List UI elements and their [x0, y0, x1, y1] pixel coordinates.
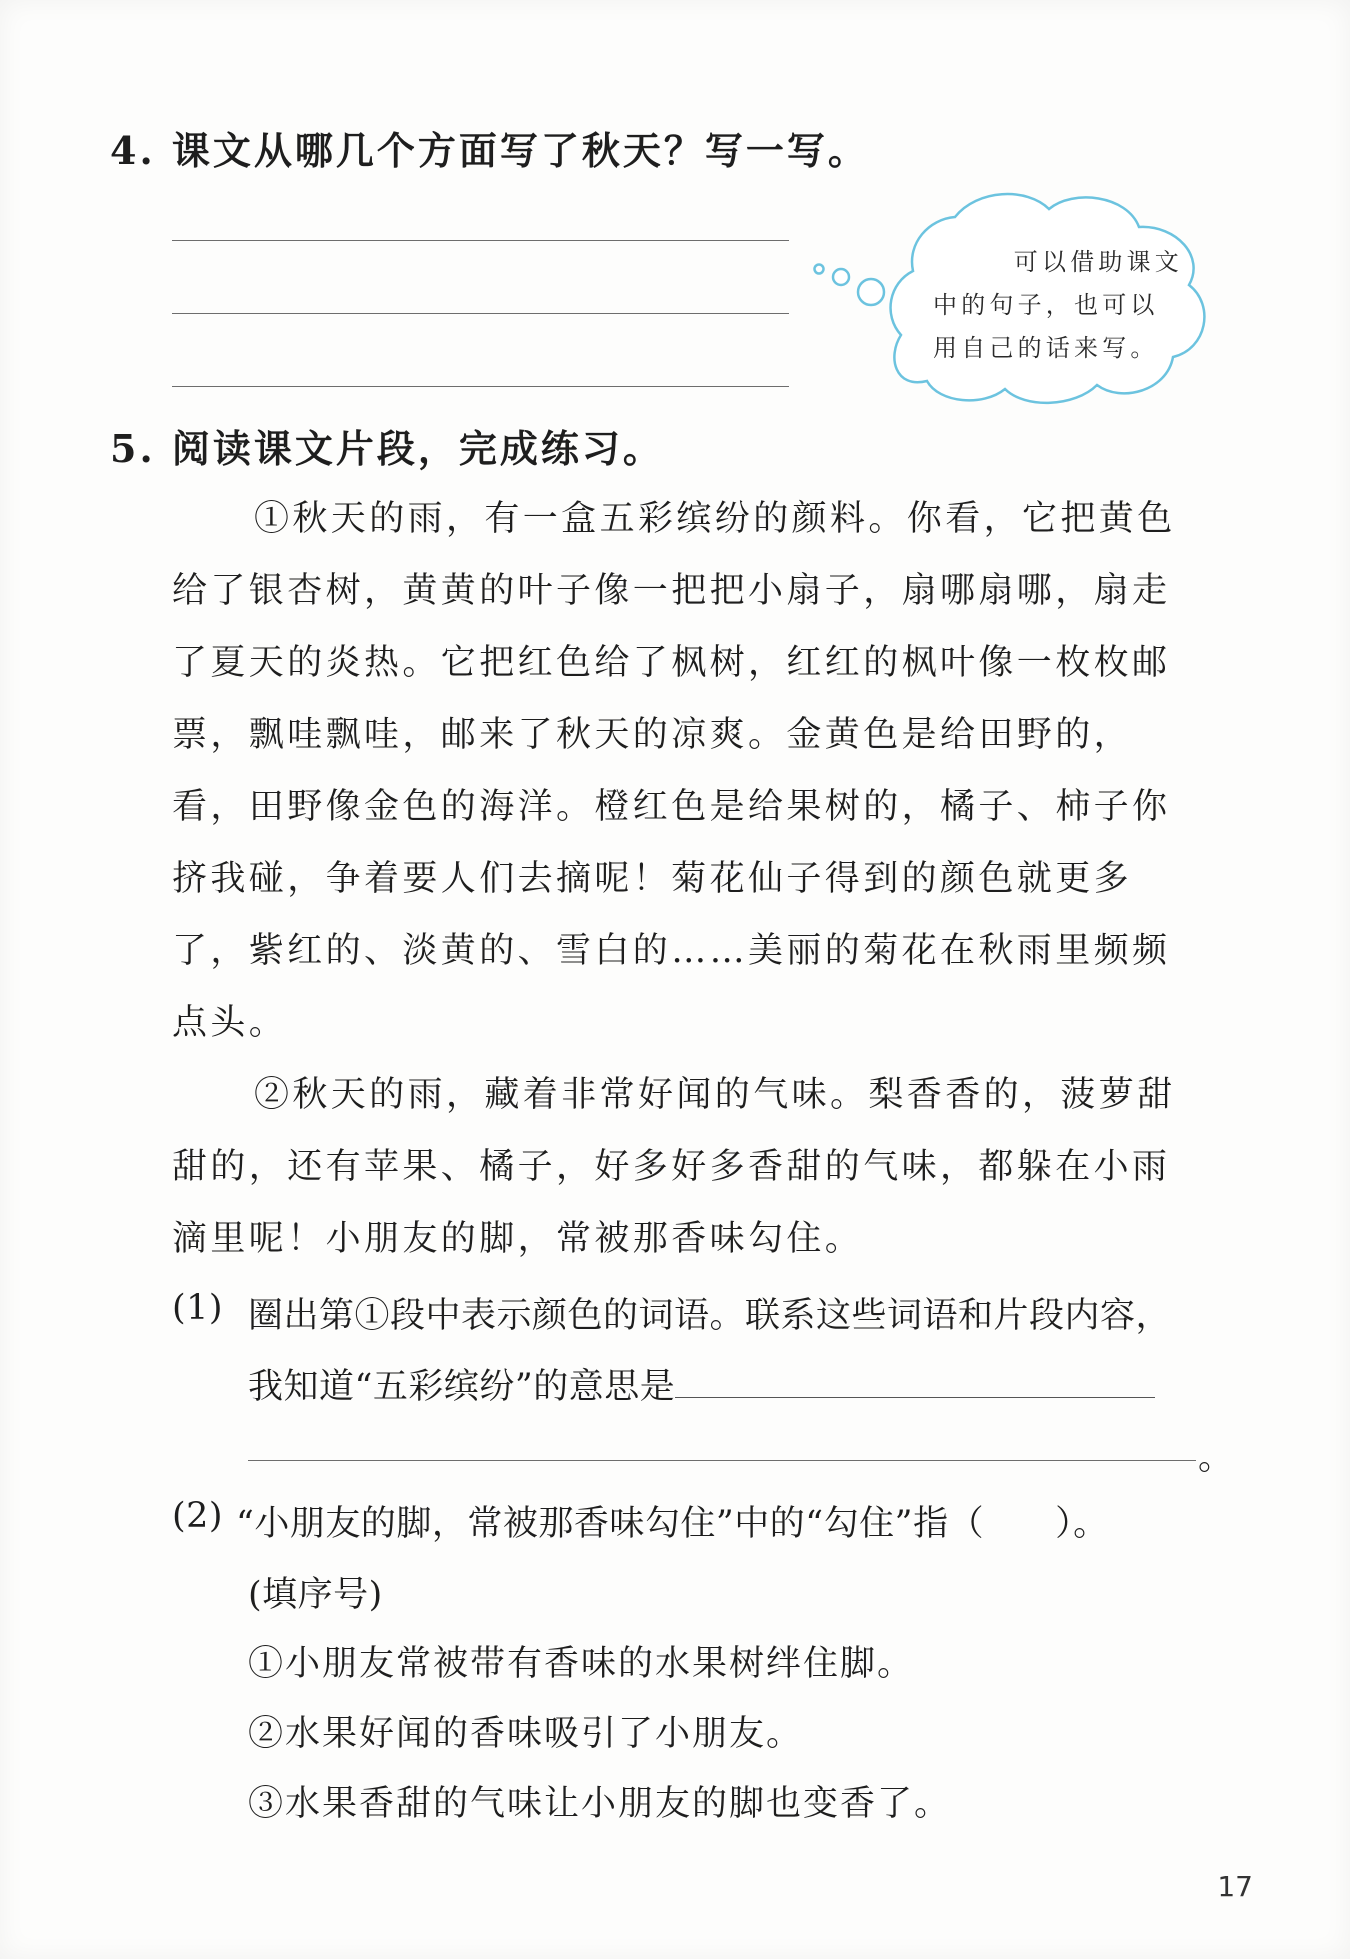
- tip-line: 用自己的话来写。: [933, 334, 1159, 362]
- passage-paragraph-2: [172, 1059, 1176, 1275]
- passage-line: 给了银杏树，黄黄的叶子像一把把小扇子，扇哪扇哪，扇走: [172, 571, 1171, 611]
- option-1: ①小朋友常被带有香味的水果树绊住脚。: [248, 1644, 915, 1684]
- passage-line: ②秋天的雨，藏着非常好闻的气味。梨香香的，菠萝甜: [254, 1075, 1176, 1115]
- passage-line: 挤我碰，争着要人们去摘呢！菊花仙子得到的颜色就更多: [172, 859, 1133, 899]
- sub-question-1-end: 。: [1198, 1438, 1234, 1478]
- answer-line-3[interactable]: [172, 386, 789, 387]
- page-number: 17: [1217, 1870, 1253, 1903]
- tip-line: 中的句子，也可以: [933, 291, 1159, 319]
- sub-question-2-text: “小朋友的脚，常被那香味勾住”中的“勾住”指（ ）。: [236, 1504, 1109, 1544]
- passage-line: 甜的，还有苹果、橘子，好多好多香甜的气味，都躲在小雨: [172, 1147, 1171, 1187]
- question-4-prompt: 4. 课文从哪几个方面写了秋天？写一写。: [110, 128, 869, 173]
- answer-line-meaning-continued[interactable]: [248, 1460, 1196, 1461]
- question-5-prompt: 5. 阅读课文片段，完成练习。: [110, 426, 664, 471]
- option-2: ②水果好闻的香味吸引了小朋友。: [248, 1714, 804, 1754]
- sub-question-2-note: (填序号): [248, 1575, 383, 1615]
- tip-line: 可以借助课文: [1013, 248, 1183, 276]
- tip-text: [933, 241, 1183, 370]
- answer-line-1[interactable]: [172, 240, 789, 241]
- sub-question-1-prompt: [248, 1359, 1155, 1409]
- sub-question-1-prompt-text: 我知道“五彩缤纷”的意思是: [248, 1367, 676, 1407]
- passage-line: 票，飘哇飘哇，邮来了秋天的凉爽。金黄色是给田野的，: [172, 715, 1133, 755]
- tip-thought-bubble: [805, 185, 1225, 410]
- answer-blank-meaning[interactable]: [675, 1396, 1155, 1398]
- option-3: ③水果香甜的气味让小朋友的脚也变香了。: [248, 1784, 952, 1824]
- passage-line: 了，紫红的、淡黄的、雪白的……美丽的菊花在秋雨里频频: [172, 931, 1171, 971]
- answer-line-2[interactable]: [172, 313, 789, 314]
- passage-line: 滴里呢！小朋友的脚，常被那香味勾住。: [172, 1219, 864, 1259]
- sub-question-1-text: 圈出第①段中表示颜色的词语。联系这些词语和片段内容，: [248, 1296, 1172, 1336]
- passage-line: 点头。: [172, 1003, 288, 1043]
- sub-question-1-number: (1): [172, 1288, 224, 1328]
- passage-line: 了夏天的炎热。它把红色给了枫树，红红的枫叶像一枚枚邮: [172, 643, 1171, 683]
- passage-paragraph-1: [172, 483, 1176, 1059]
- passage-line: 看，田野像金色的海洋。橙红色是给果树的，橘子、柿子你: [172, 787, 1171, 827]
- passage-line: ①秋天的雨，有一盒五彩缤纷的颜料。你看，它把黄色: [254, 499, 1176, 539]
- sub-question-2-number: (2): [172, 1496, 224, 1536]
